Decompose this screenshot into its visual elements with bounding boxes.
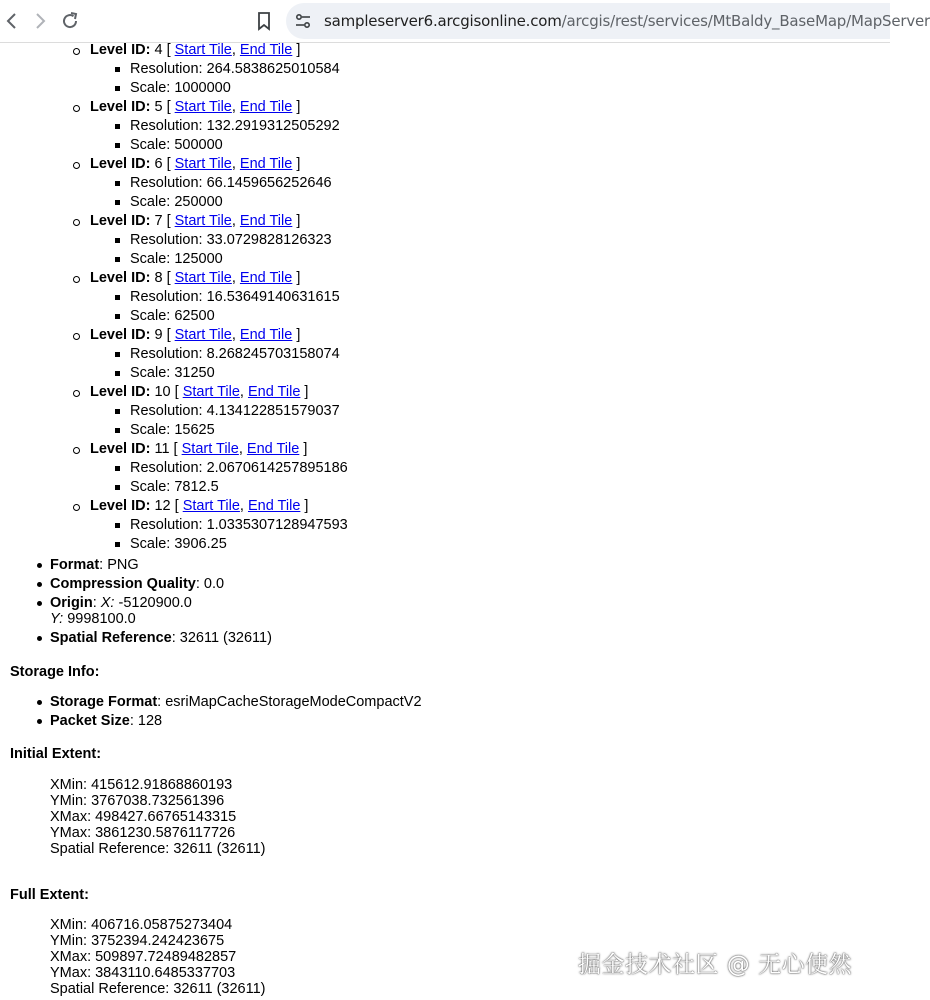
level-row: Level ID: 8 [ Start Tile, End Tile ]: [90, 270, 301, 286]
scale-label: Scale:: [130, 422, 171, 438]
address-bar[interactable]: [286, 3, 930, 39]
resolution-value: 66.1459656252646: [206, 175, 332, 191]
resolution-value: 4.134122851579037: [206, 403, 340, 419]
resolution-label: Resolution:: [130, 289, 203, 305]
level-id-value: 8: [154, 270, 163, 286]
scale-row: [130, 364, 215, 383]
resolution-value: 132.2919312505292: [206, 118, 340, 134]
scale-row: [130, 535, 227, 554]
scale-value: 7812.5: [174, 479, 219, 495]
level-id-value: 10: [154, 384, 171, 400]
end-tile-link[interactable]: End Tile: [239, 270, 293, 286]
scale-label: Scale:: [130, 365, 171, 381]
format-row: Format: PNG: [50, 557, 139, 573]
resolution-row: [130, 231, 332, 250]
scale-bullet: [115, 257, 120, 262]
resolution-row: [130, 288, 340, 307]
level-id-value: 11: [154, 441, 170, 457]
resolution-value: 1.0335307128947593: [206, 517, 348, 533]
level-id-label: Level ID:: [90, 270, 151, 286]
resolution-value: 264.5838625010584: [206, 61, 340, 77]
level-row: Level ID: 12 [ Start Tile, End Tile ]: [90, 498, 309, 514]
site-settings-icon[interactable]: [294, 12, 312, 30]
origin-y-label: Y:: [50, 611, 64, 627]
level-row: Level ID: 7 [ Start Tile, End Tile ]: [90, 213, 301, 229]
resolution-label: Resolution:: [130, 346, 203, 362]
scale-value: 31250: [174, 365, 215, 381]
initial-extent-line: XMax: 498427.66765143315: [50, 809, 237, 825]
storage-format-value: esriMapCacheStorageModeCompactV2: [165, 694, 422, 710]
start-tile-link[interactable]: Start Tile: [181, 441, 239, 457]
scale-bullet: [115, 542, 120, 547]
initial-extent-line: XMin: 415612.91868860193: [50, 777, 233, 793]
start-tile-link[interactable]: Start Tile: [174, 327, 232, 343]
level-bullet: [73, 276, 80, 283]
origin-x-value: -5120900.0: [118, 595, 192, 611]
watermark: 掘金技术社区 @ 无心使然: [578, 952, 853, 978]
level-row: Level ID: 11 [ Start Tile, End Tile ]: [90, 441, 308, 457]
resolution-bullet: [115, 409, 120, 414]
level-bullet: [73, 162, 80, 169]
scale-bullet: [115, 86, 120, 91]
scale-label: Scale:: [130, 251, 171, 267]
storage-format-label: Storage Format: [50, 694, 158, 710]
scale-bullet: [115, 314, 120, 319]
end-tile-link[interactable]: End Tile: [239, 42, 293, 58]
spatial-reference-label: Spatial Reference: [50, 630, 172, 646]
initial-extent-line: YMax: 3861230.5876117726: [50, 825, 236, 841]
scale-row: [130, 250, 223, 269]
level-id-value: 6: [154, 156, 163, 172]
storage-format-row: Storage Format: esriMapCacheStorageModeCompactV2: [50, 694, 422, 710]
level-id-label: Level ID:: [90, 498, 151, 514]
end-tile-link[interactable]: End Tile: [239, 156, 293, 172]
scale-row: [130, 307, 215, 326]
full-extent-line: XMax: 509897.72489482857: [50, 949, 237, 965]
level-id-label: Level ID:: [90, 384, 151, 400]
scale-value: 250000: [174, 194, 223, 210]
list-bullet: [37, 582, 42, 587]
scale-label: Scale:: [130, 80, 171, 96]
resolution-value: 16.53649140631615: [206, 289, 340, 305]
resolution-bullet: [115, 124, 120, 129]
resolution-row: [130, 459, 348, 478]
initial-extent-line: Spatial Reference: 32611 (32611): [50, 841, 266, 857]
level-id-value: 4: [154, 42, 163, 58]
resolution-label: Resolution:: [130, 61, 203, 77]
scale-label: Scale:: [130, 479, 171, 495]
initial-extent-line: YMin: 3767038.732561396: [50, 793, 225, 809]
origin-x-label: X:: [100, 595, 115, 611]
scale-row: [130, 79, 231, 98]
scale-label: Scale:: [130, 536, 171, 552]
level-row: Level ID: 5 [ Start Tile, End Tile ]: [90, 99, 301, 115]
resolution-row: [130, 60, 340, 79]
resolution-bullet: [115, 238, 120, 243]
browser-toolbar: [0, 0, 930, 43]
scale-bullet: [115, 143, 120, 148]
end-tile-link[interactable]: End Tile: [239, 99, 293, 115]
resolution-row: [130, 174, 332, 193]
level-bullet: [73, 447, 80, 454]
level-id-value: 9: [154, 327, 163, 343]
origin-y-value: 9998100.0: [67, 611, 136, 627]
spatial-reference-row: Spatial Reference: 32611 (32611): [50, 630, 272, 646]
scale-bullet: [115, 371, 120, 376]
scale-label: Scale:: [130, 137, 171, 153]
start-tile-link[interactable]: Start Tile: [174, 213, 232, 229]
scale-label: Scale:: [130, 194, 171, 210]
list-bullet: [37, 719, 42, 724]
resolution-bullet: [115, 181, 120, 186]
level-row: Level ID: 9 [ Start Tile, End Tile ]: [90, 327, 301, 343]
compression-label: Compression Quality: [50, 576, 196, 592]
end-tile-link[interactable]: End Tile: [246, 441, 300, 457]
level-id-label: Level ID:: [90, 441, 151, 457]
format-value: PNG: [107, 557, 139, 573]
resolution-bullet: [115, 523, 120, 528]
end-tile-link[interactable]: End Tile: [247, 498, 301, 514]
reload-icon[interactable]: [58, 9, 82, 33]
level-row: Level ID: 4 [ Start Tile, End Tile ]: [90, 42, 301, 58]
resolution-value: 2.0670614257895186: [206, 460, 348, 476]
end-tile-link[interactable]: End Tile: [247, 384, 301, 400]
spatial-reference-value: 32611 (32611): [179, 630, 272, 646]
scale-value: 500000: [174, 137, 223, 153]
resolution-value: 8.268245703158074: [206, 346, 340, 362]
resolution-label: Resolution:: [130, 517, 203, 533]
level-row: Level ID: 10 [ Start Tile, End Tile ]: [90, 384, 309, 400]
level-bullet: [73, 48, 80, 55]
level-bullet: [73, 105, 80, 112]
level-id-label: Level ID:: [90, 327, 151, 343]
resolution-row: [130, 345, 340, 364]
resolution-bullet: [115, 295, 120, 300]
scale-value: 3906.25: [174, 536, 227, 552]
full-extent-line: YMin: 3752394.242423675: [50, 933, 225, 949]
end-tile-link[interactable]: End Tile: [239, 327, 293, 343]
level-id-value: 12: [154, 498, 171, 514]
scale-value: 62500: [174, 308, 215, 324]
resolution-row: [130, 516, 348, 535]
compression-row: Compression Quality: 0.0: [50, 576, 225, 592]
list-bullet: [37, 601, 42, 606]
compression-value: 0.0: [203, 576, 225, 592]
level-id-label: Level ID:: [90, 42, 151, 58]
resolution-label: Resolution:: [130, 460, 203, 476]
scale-bullet: [115, 485, 120, 490]
end-tile-link[interactable]: End Tile: [239, 213, 293, 229]
scale-bullet: [115, 200, 120, 205]
resolution-bullet: [115, 352, 120, 357]
level-id-value: 5: [154, 99, 163, 115]
start-tile-link[interactable]: Start Tile: [174, 156, 232, 172]
resolution-label: Resolution:: [130, 118, 203, 134]
url-path: /arcgis/rest/services/MtBaldy_BaseMap/MapServer: [561, 12, 930, 30]
scale-label: Scale:: [130, 308, 171, 324]
origin-row: Origin: X: -5120900.0: [50, 595, 192, 611]
resolution-label: Resolution:: [130, 403, 203, 419]
storage-info-heading: Storage Info:: [10, 664, 100, 680]
forward-icon[interactable]: [28, 9, 52, 33]
start-tile-link[interactable]: Start Tile: [174, 42, 232, 58]
scale-value: 125000: [174, 251, 223, 267]
origin-label: Origin: [50, 595, 93, 611]
resolution-row: [130, 117, 340, 136]
scale-row: [130, 193, 223, 212]
level-bullet: [73, 333, 80, 340]
level-id-label: Level ID:: [90, 156, 151, 172]
initial-extent-heading: Initial Extent:: [10, 746, 102, 762]
level-bullet: [73, 219, 80, 226]
resolution-row: [130, 402, 340, 421]
list-bullet: [37, 636, 42, 641]
full-extent-heading: Full Extent:: [10, 887, 89, 903]
list-bullet: [37, 563, 42, 568]
level-id-label: Level ID:: [90, 99, 151, 115]
start-tile-link[interactable]: Start Tile: [174, 270, 232, 286]
scale-row: [130, 478, 219, 497]
start-tile-link[interactable]: Start Tile: [174, 99, 232, 115]
level-id-value: 7: [154, 213, 163, 229]
scale-row: [130, 421, 215, 440]
list-bullet: [37, 700, 42, 705]
resolution-label: Resolution:: [130, 175, 203, 191]
origin-y-row: [50, 610, 136, 629]
resolution-bullet: [115, 67, 120, 72]
url-text[interactable]: [324, 12, 930, 30]
packet-size-label: Packet Size: [50, 713, 130, 729]
start-tile-link[interactable]: Start Tile: [182, 384, 240, 400]
back-icon[interactable]: [0, 9, 24, 33]
scale-row: [130, 136, 223, 155]
full-extent-line: Spatial Reference: 32611 (32611): [50, 981, 266, 997]
format-label: Format: [50, 557, 100, 573]
url-host: sampleserver6.arcgisonline.com: [324, 12, 562, 30]
resolution-label: Resolution:: [130, 232, 203, 248]
resolution-value: 33.0729828126323: [206, 232, 332, 248]
level-row: Level ID: 6 [ Start Tile, End Tile ]: [90, 156, 301, 172]
bookmark-icon[interactable]: [252, 9, 276, 33]
level-bullet: [73, 504, 80, 511]
resolution-bullet: [115, 466, 120, 471]
scale-value: 1000000: [174, 80, 231, 96]
level-id-label: Level ID:: [90, 213, 151, 229]
level-bullet: [73, 390, 80, 397]
full-extent-line: YMax: 3843110.6485337703: [50, 965, 236, 981]
packet-size-row: Packet Size: 128: [50, 713, 163, 729]
scale-bullet: [115, 428, 120, 433]
start-tile-link[interactable]: Start Tile: [182, 498, 240, 514]
packet-size-value: 128: [137, 713, 163, 729]
scale-value: 15625: [174, 422, 215, 438]
full-extent-line: XMin: 406716.05875273404: [50, 917, 233, 933]
